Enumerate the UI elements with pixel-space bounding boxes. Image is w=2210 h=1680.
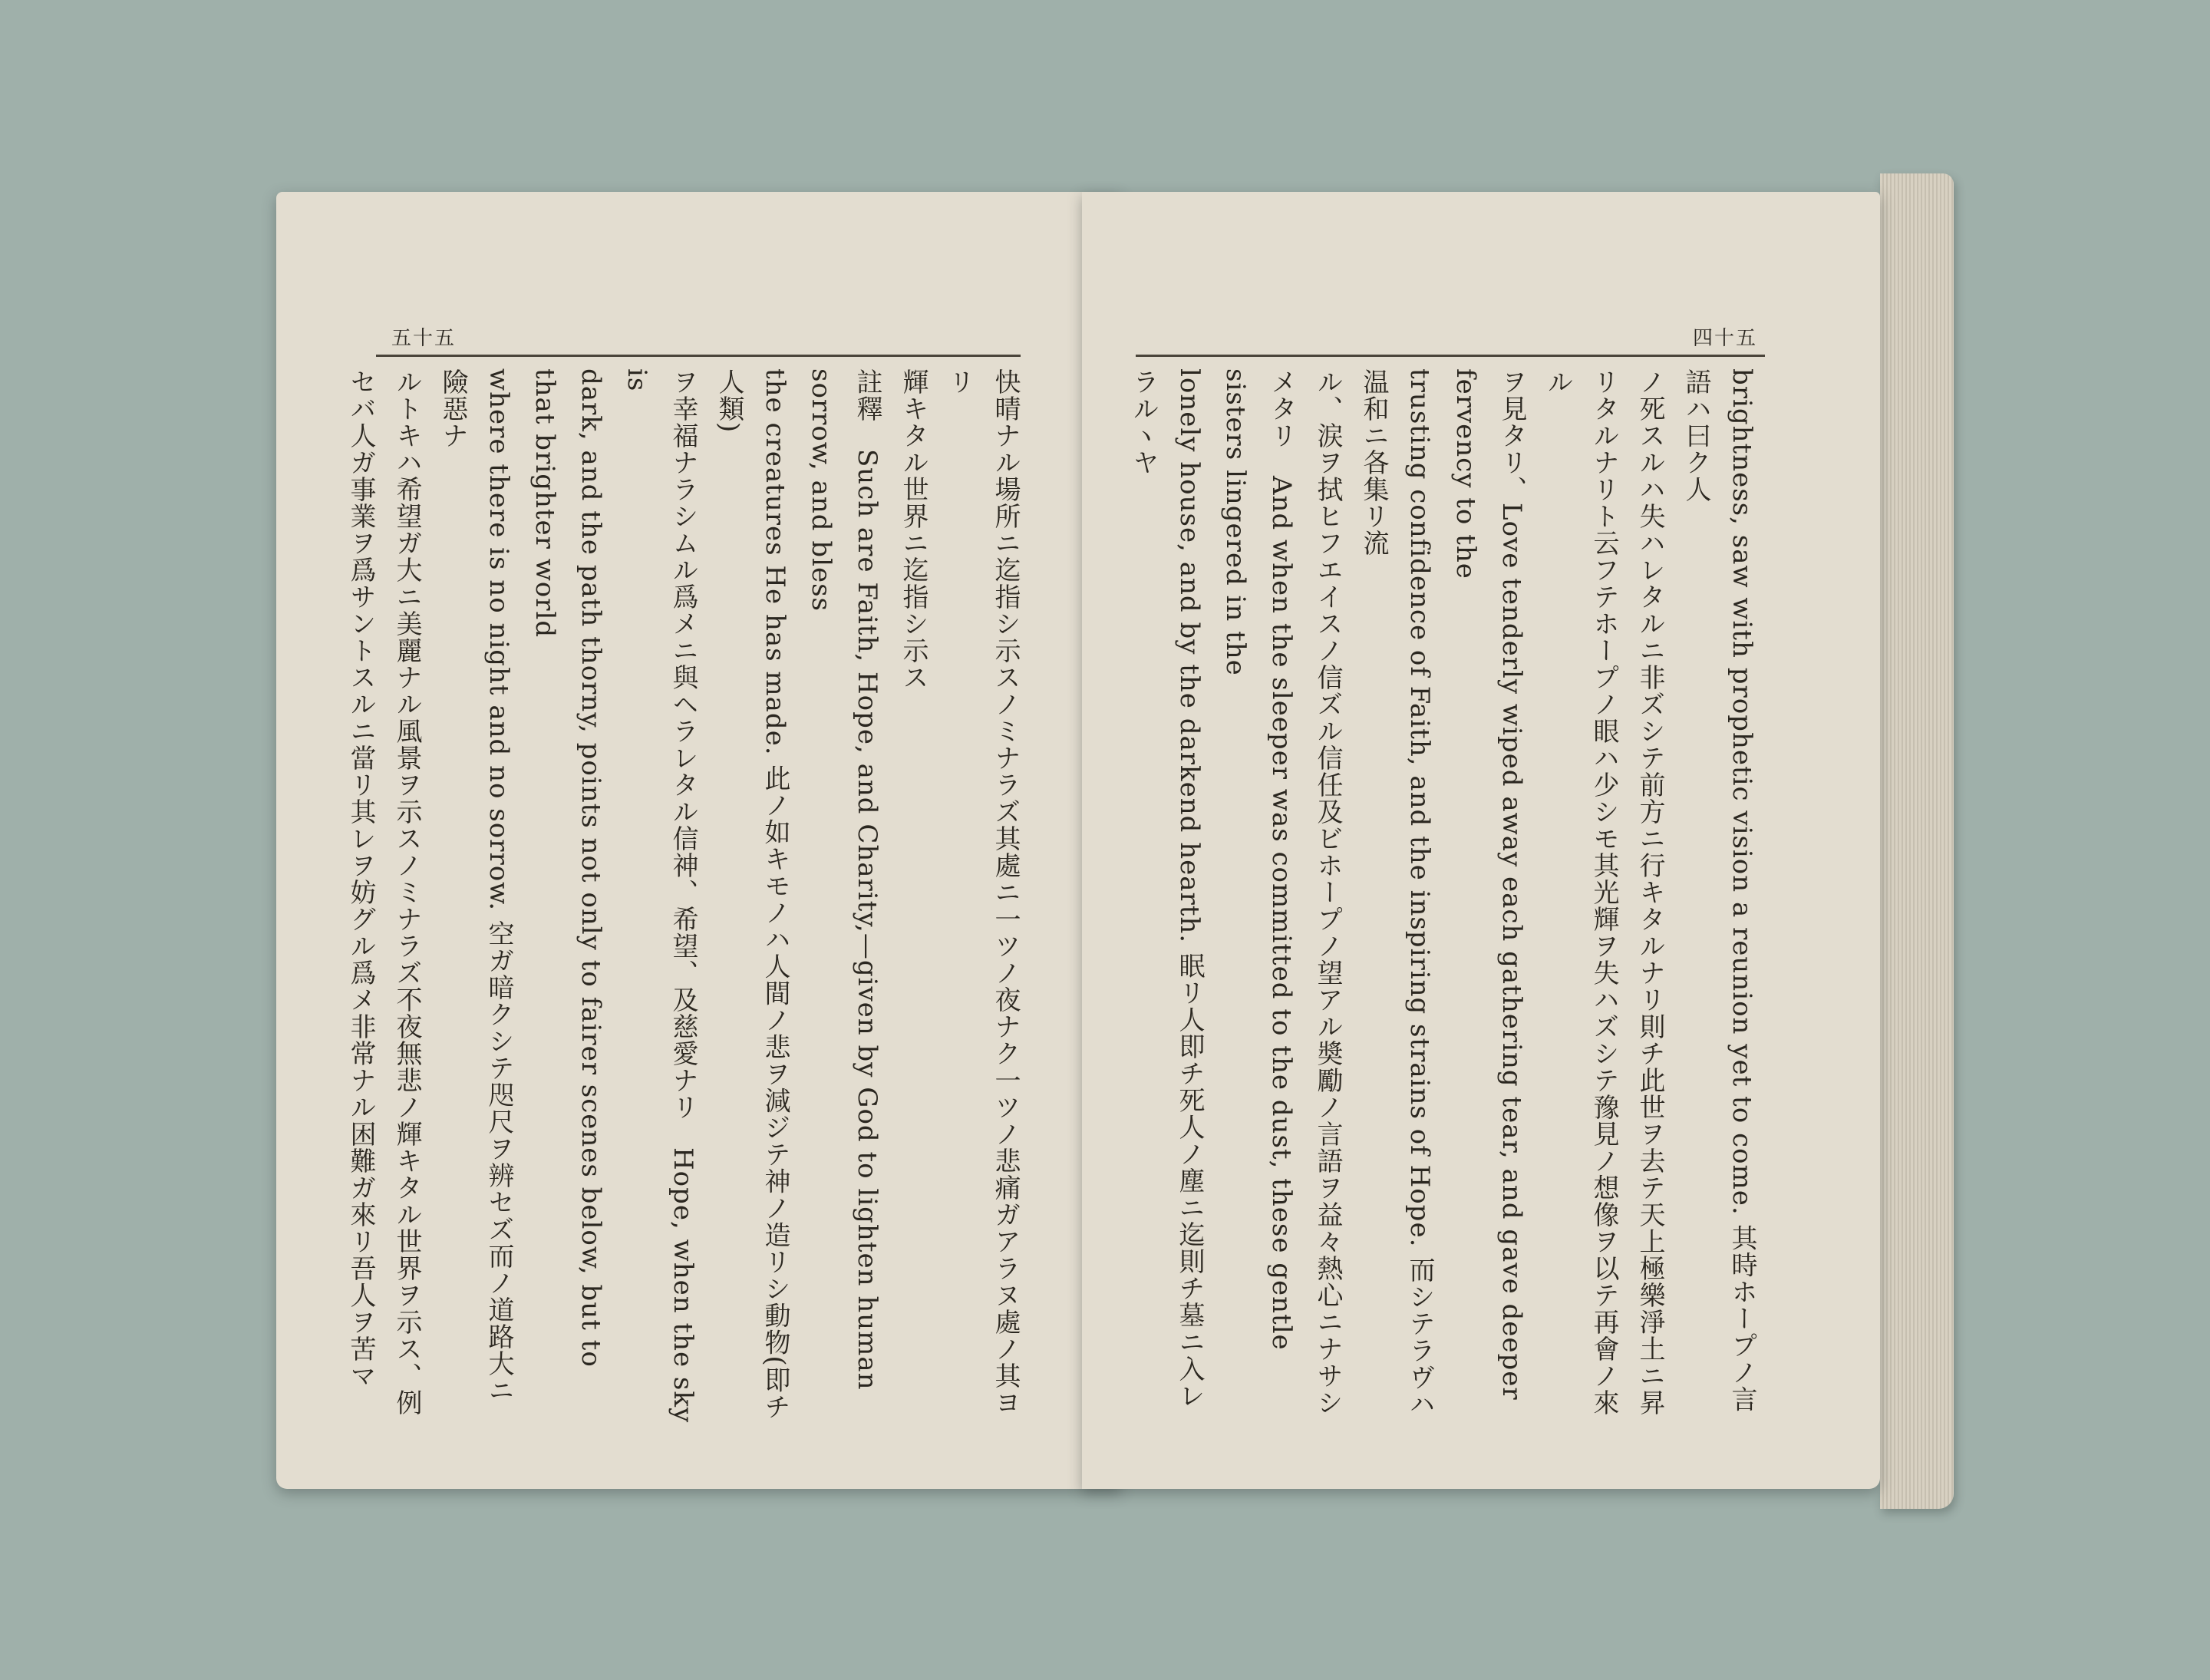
text-column: ル、涙ヲ拭ヒフエイスノ信ズル信任及ビホープノ望アル奬勵ノ言語ヲ益々熱心ニナサシ: [1312, 368, 1343, 1416]
header-rule: [1136, 355, 1765, 357]
header-rule: [376, 355, 1021, 357]
text-column: lonely house, and by the darkend hearth. 眠リ人即チ死人ノ塵ニ迄則チ墓ニ入レラルヽヤ: [1128, 368, 1205, 1409]
open-book: [261, 169, 2018, 1520]
left-page: [276, 192, 1120, 1489]
left-page-number: 五十五: [391, 327, 457, 350]
text-column: ヲ見タリ、Love tenderly wiped away each gathering tear, and gave deeper fervency to the: [1450, 368, 1527, 1401]
text-column: リタルナリト云フテホープノ眼ハ少シモ其光輝ヲ失ハズシテ豫見ノ想像ヲ以テ再會ノ來ル: [1542, 368, 1619, 1416]
text-column: ノ死スルハ失ハレタルニ非ズシテ前方ニ行キタルナリ則チ此世ヲ去テ天上極樂淨土ニ昇: [1634, 368, 1665, 1416]
text-column: 註釋 Such are Faith, Hope, and Charity,—given by God to lighten human sorrow, and bless: [806, 368, 882, 1391]
text-column: セバ人ガ事業ヲ爲サントスルニ當リ其レヲ妨グル爲メ非常ナル困難ガ來リ吾人ヲ苦マ: [345, 368, 376, 1389]
text-column: メタリ And when the sleeper was committed to the dust, these gentle sisters lingered in the: [1220, 368, 1297, 1351]
text-column: 快晴ナル場所ニ迄指シ示スノミナラズ其處ニ一ツノ夜ナク一ツノ悲痛ガアラヌ處ノ其ヨリ: [944, 368, 1021, 1416]
right-page-number: 四十五: [1692, 327, 1757, 350]
text-column: trusting confidence of Faith, and the inspiring strains of Hope. 而シテラヴハ温和ニ各集リ流: [1358, 368, 1435, 1418]
right-page: [1082, 192, 1880, 1489]
text-column: brightness, saw with prophetic vision a reunion yet to come. 其時ホープノ言語ハ曰ク人: [1681, 368, 1757, 1413]
text-column: ルトキハ希望ガ大ニ美麗ナル風景ヲ示スノミナラズ不夜無悲ノ輝キタル世界ヲ示ス、例: [391, 368, 422, 1416]
text-column: dark, and the path thorny, points not only to fairer scenes below, but to that brighter world: [529, 368, 606, 1368]
text-column: ヲ幸福ナラシムル爲メニ與ヘラレタル信神、希望、及慈愛ナリ Hope, when the sky is: [622, 368, 698, 1424]
text-column: 輝キタル世界ニ迄指シ示ス: [898, 368, 929, 691]
text-column: the creatures He has made. 此ノ如キモノハ人間ノ悲ヲ減ジテ神ノ造リシ動物(即チ人類): [714, 368, 790, 1421]
text-column: where there is no night and no sorrow. 空ガ暗クシテ咫尺ヲ辨セズ而ノ道路大ニ險惡ナ: [437, 368, 514, 1404]
page-edges: [1880, 173, 1954, 1509]
right-page-text: [1128, 368, 1765, 1428]
left-page-text: [338, 368, 1028, 1428]
